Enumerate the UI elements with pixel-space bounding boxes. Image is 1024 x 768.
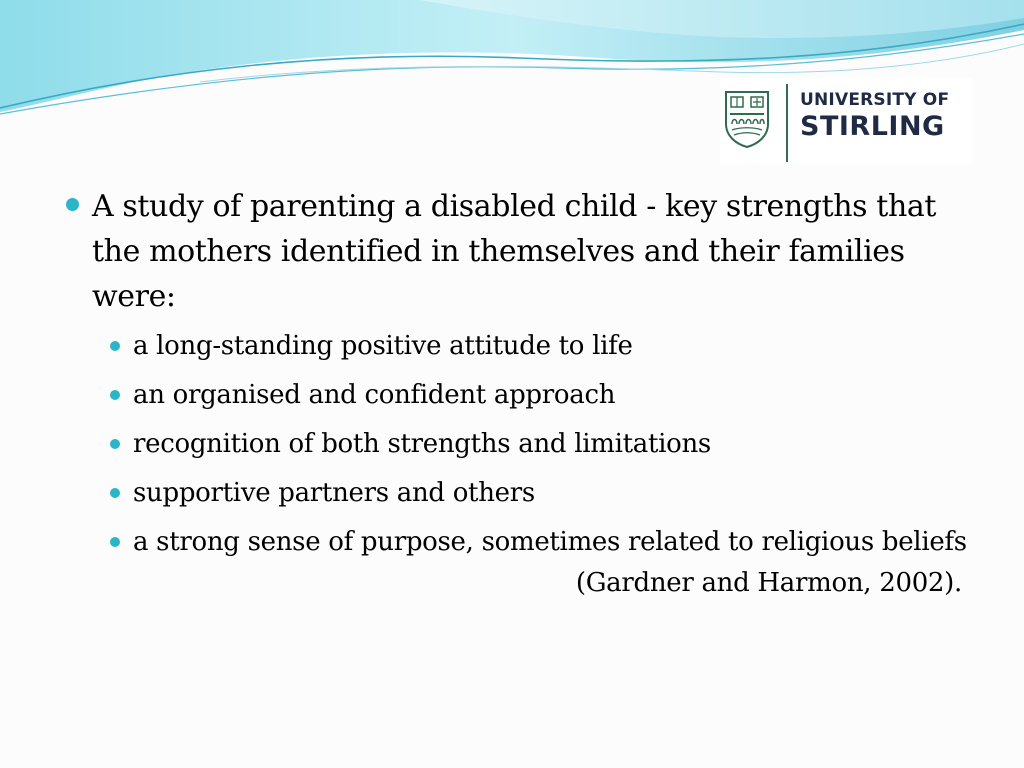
strengths-list: [106, 327, 972, 561]
bullet-dot-icon: [110, 537, 120, 547]
university-crest-icon: [724, 90, 770, 148]
main-bullet-text: A study of parenting a disabled child - key strengths that the mothers identified in themselves and their families were:: [92, 189, 937, 314]
university-logo: [720, 78, 972, 164]
bullet-dot-icon: [110, 341, 120, 351]
bullet-dot-icon: [66, 198, 79, 211]
list-item: [106, 474, 972, 512]
bullet-dot-icon: [110, 488, 120, 498]
list-item-text: a long-standing positive attitude to life: [133, 331, 633, 361]
list-item: [106, 523, 972, 561]
main-bullet-point: [62, 184, 972, 319]
logo-divider: [786, 84, 788, 162]
list-item: [106, 425, 972, 463]
list-item-text: recognition of both strengths and limitations: [133, 429, 711, 459]
list-item-text: a strong sense of purpose, sometimes related to religious beliefs: [133, 527, 967, 557]
bullet-dot-icon: [110, 439, 120, 449]
bullet-dot-icon: [110, 390, 120, 400]
list-item: [106, 376, 972, 414]
list-item-text: an organised and confident approach: [133, 380, 616, 410]
wordmark-line-1: UNIVERSITY OF: [800, 90, 950, 110]
list-item: [106, 327, 972, 365]
university-wordmark: [800, 92, 949, 140]
slide-content: [62, 184, 972, 602]
citation: (Gardner and Harmon, 2002).: [575, 568, 962, 598]
wordmark-line-2: STIRLING: [800, 111, 945, 142]
list-item-text: supportive partners and others: [133, 478, 535, 508]
